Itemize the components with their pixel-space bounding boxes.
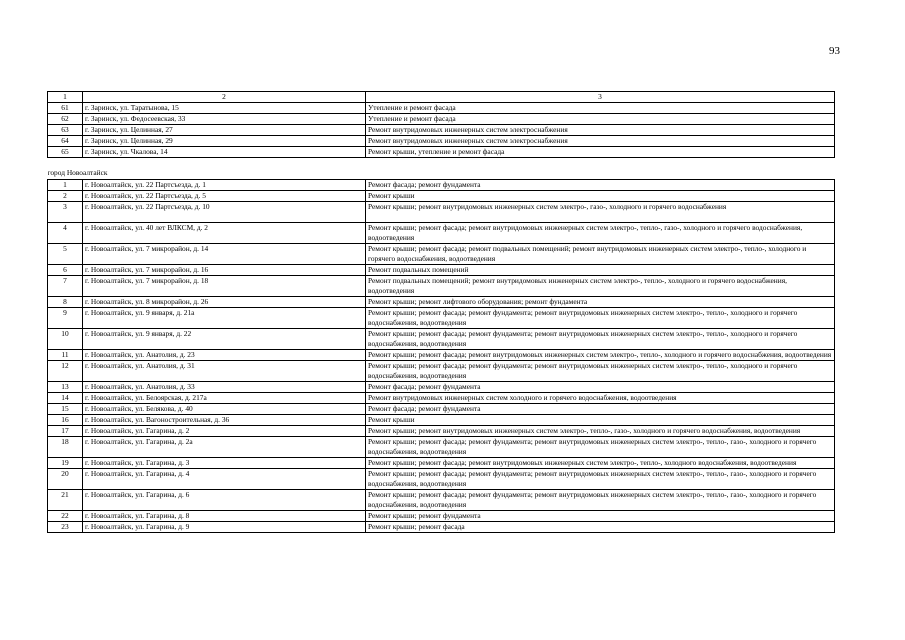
table-row <box>48 114 835 125</box>
row-works: Ремонт крыши <box>366 191 835 202</box>
row-works: Ремонт фасада; ремонт фундамента <box>366 180 835 191</box>
row-address: г. Новоалтайск, ул. Гагарина, д. 4 <box>83 469 366 490</box>
row-works: Ремонт крыши; ремонт фасада; ремонт фундамента; ремонт внутридомовых инженерных систем электро-, тепло-, газо-, холодного и горячего водоснабжения, водоотведения <box>366 437 835 458</box>
row-number: 23 <box>48 522 83 533</box>
table-row <box>48 361 835 382</box>
table-row <box>48 147 835 158</box>
row-address: г. Новоалтайск, ул. 40 лет ВЛКСМ, д. 2 <box>83 223 366 244</box>
table-row <box>48 125 835 136</box>
row-address: г. Новоалтайск, ул. Анатолия, д. 31 <box>83 361 366 382</box>
row-address: г. Заринск, ул. Таратынова, 15 <box>83 103 366 114</box>
row-works: Ремонт крыши; ремонт фасада; ремонт внутридомовых инженерных систем электро-, тепло-, холодного водоснабжения, водоотведения <box>366 458 835 469</box>
row-address: г. Новоалтайск, ул. Вагоностроительная, д. 36 <box>83 415 366 426</box>
row-address: г. Новоалтайск, ул. Гагарина, д. 2 <box>83 426 366 437</box>
row-works: Ремонт внутридомовых инженерных систем холодного и горячего водоснабжения, водоотведения <box>366 393 835 404</box>
table-row <box>48 458 835 469</box>
row-number: 18 <box>48 437 83 458</box>
table-row <box>48 191 835 202</box>
row-address: г. Новоалтайск, ул. 9 января, д. 22 <box>83 329 366 350</box>
row-works: Ремонт крыши; ремонт фасада; ремонт фундамента; ремонт внутридомовых инженерных систем электро-, тепло-, газо-, холодного и горячего водоснабжения, водоотведения <box>366 469 835 490</box>
table-row <box>48 297 835 308</box>
row-address: г. Заринск, ул. Федосеевская, 33 <box>83 114 366 125</box>
table-row <box>48 490 835 511</box>
row-number: 63 <box>48 125 83 136</box>
table-row <box>48 265 835 276</box>
row-address: г. Новоалтайск, ул. Гагарина, д. 3 <box>83 458 366 469</box>
section-heading-row <box>48 168 835 180</box>
row-number: 64 <box>48 136 83 147</box>
row-address: г. Новоалтайск, ул. Анатолия, д. 33 <box>83 382 366 393</box>
row-number: 21 <box>48 490 83 511</box>
row-address: г. Новоалтайск, ул. Анатолия, д. 23 <box>83 350 366 361</box>
row-works: Ремонт крыши, утепление и ремонт фасада <box>366 147 835 158</box>
table-row <box>48 393 835 404</box>
table-row <box>48 426 835 437</box>
spacer-cell <box>48 158 835 169</box>
row-number: 61 <box>48 103 83 114</box>
row-number: 13 <box>48 382 83 393</box>
row-works: Ремонт крыши; ремонт внутридомовых инженерных систем электро-, тепло-, газо-, холодного и горячего водоснабжения, водоотведения <box>366 426 835 437</box>
row-works: Ремонт крыши; ремонт фасада <box>366 522 835 533</box>
row-number: 6 <box>48 265 83 276</box>
row-address: г. Заринск, ул. Целинная, 27 <box>83 125 366 136</box>
table-row <box>48 329 835 350</box>
header-col-works: 3 <box>366 92 835 103</box>
row-address: г. Новоалтайск, ул. Гагарина, д. 2а <box>83 437 366 458</box>
table-row <box>48 511 835 522</box>
row-address: г. Новоалтайск, ул. Гагарина, д. 9 <box>83 522 366 533</box>
row-works: Утепление и ремонт фасада <box>366 103 835 114</box>
row-number: 1 <box>48 180 83 191</box>
row-address: г. Новоалтайск, ул. Гагарина, д. 6 <box>83 490 366 511</box>
table-row <box>48 223 835 244</box>
row-works: Ремонт крыши; ремонт внутридомовых инженерных систем электро-, газо-, холодного и горячего водоснабжения <box>366 202 835 223</box>
row-number: 65 <box>48 147 83 158</box>
row-number: 5 <box>48 244 83 265</box>
table-row <box>48 308 835 329</box>
row-works: Ремонт крыши; ремонт фасада; ремонт фундамента; ремонт внутридомовых инженерных систем электро-, тепло-, холодного и горячего водоснабжения, водоотведения <box>366 361 835 382</box>
row-number: 19 <box>48 458 83 469</box>
row-address: г. Заринск, ул. Целинная, 29 <box>83 136 366 147</box>
row-works: Ремонт крыши; ремонт фасада; ремонт подвальных помещений; ремонт внутридомовых инженерных систем электро-, тепло-, холодного и горячего водоснабжения, водоотведения <box>366 244 835 265</box>
row-address: г. Новоалтайск, ул. Гагарина, д. 8 <box>83 511 366 522</box>
row-address: г. Заринск, ул. Чкалова, 14 <box>83 147 366 158</box>
row-number: 11 <box>48 350 83 361</box>
row-number: 62 <box>48 114 83 125</box>
row-number: 4 <box>48 223 83 244</box>
row-address: г. Новоалтайск, ул. 22 Партсъезда, д. 5 <box>83 191 366 202</box>
row-number: 8 <box>48 297 83 308</box>
table-row <box>48 415 835 426</box>
table-row <box>48 103 835 114</box>
row-address: г. Новоалтайск, ул. 22 Партсъезда, д. 1 <box>83 180 366 191</box>
table-row <box>48 136 835 147</box>
row-address: г. Новоалтайск, ул. 8 микрорайон, д. 26 <box>83 297 366 308</box>
row-address: г. Новоалтайск, ул. Белякова, д. 40 <box>83 404 366 415</box>
row-works: Ремонт крыши <box>366 415 835 426</box>
row-number: 14 <box>48 393 83 404</box>
row-number: 20 <box>48 469 83 490</box>
row-works: Ремонт внутридомовых инженерных систем электроснабжения <box>366 125 835 136</box>
row-address: г. Новоалтайск, ул. Белоярская, д. 217а <box>83 393 366 404</box>
row-works: Ремонт крыши; ремонт фасада; ремонт фундамента; ремонт внутридомовых инженерных систем электро-, тепло-, газо-, холодного и горячего водоснабжения, водоотведения <box>366 490 835 511</box>
row-works: Ремонт внутридомовых инженерных систем электроснабжения <box>366 136 835 147</box>
row-number: 16 <box>48 415 83 426</box>
table-row <box>48 469 835 490</box>
row-address: г. Новоалтайск, ул. 7 микрорайон, д. 14 <box>83 244 366 265</box>
row-works: Ремонт крыши; ремонт фасада; ремонт внутридомовых инженерных систем электро-, тепло-, газо-, холодного и горячего водоснабжения, водоотведения <box>366 223 835 244</box>
row-number: 17 <box>48 426 83 437</box>
works-table <box>47 91 835 533</box>
page-number: 93 <box>829 45 840 57</box>
row-number: 22 <box>48 511 83 522</box>
table-row <box>48 522 835 533</box>
row-works: Ремонт крыши; ремонт лифтового оборудования; ремонт фундамента <box>366 297 835 308</box>
table-row <box>48 382 835 393</box>
table-header-row <box>48 92 835 103</box>
row-address: г. Новоалтайск, ул. 22 Партсъезда, д. 10 <box>83 202 366 223</box>
row-address: г. Новоалтайск, ул. 9 января, д. 21а <box>83 308 366 329</box>
table-row <box>48 276 835 297</box>
header-col-address: 2 <box>83 92 366 103</box>
table-row <box>48 437 835 458</box>
row-number: 15 <box>48 404 83 415</box>
row-address: г. Новоалтайск, ул. 7 микрорайон, д. 18 <box>83 276 366 297</box>
row-number: 7 <box>48 276 83 297</box>
row-works: Ремонт подвальных помещений; ремонт внутридомовых инженерных систем электро-, тепло-, холодного и горячего водоснабжения, водоотведения <box>366 276 835 297</box>
row-address: г. Новоалтайск, ул. 7 микрорайон, д. 16 <box>83 265 366 276</box>
table-row <box>48 404 835 415</box>
row-number: 2 <box>48 191 83 202</box>
row-works: Ремонт фасада; ремонт фундамента <box>366 404 835 415</box>
row-number: 12 <box>48 361 83 382</box>
section-title: город Новоалтайск <box>47 168 108 177</box>
row-works: Ремонт крыши; ремонт фасада; ремонт фундамента; ремонт внутридомовых инженерных систем электро-, тепло-, холодного и горячего водоснабжения, водоотведения <box>366 329 835 350</box>
row-works: Ремонт крыши; ремонт фасада; ремонт фундамента; ремонт внутридомовых инженерных систем электро-, тепло-, холодного и горячего водоснабжения, водоотведения <box>366 308 835 329</box>
table-row <box>48 244 835 265</box>
row-number: 3 <box>48 202 83 223</box>
row-works: Утепление и ремонт фасада <box>366 114 835 125</box>
row-works: Ремонт крыши; ремонт фундамента <box>366 511 835 522</box>
table-row <box>48 350 835 361</box>
section-spacer <box>48 158 835 169</box>
row-works: Ремонт подвальных помещений <box>366 265 835 276</box>
header-col-number: 1 <box>48 92 83 103</box>
table-row <box>48 202 835 223</box>
row-works: Ремонт фасада; ремонт фундамента <box>366 382 835 393</box>
row-number: 10 <box>48 329 83 350</box>
row-works: Ремонт крыши; ремонт фасада; ремонт внутридомовых инженерных систем электро-, тепло-, холодного и горячего водоснабжения, водоотведения <box>366 350 835 361</box>
row-number: 9 <box>48 308 83 329</box>
table-row <box>48 180 835 191</box>
